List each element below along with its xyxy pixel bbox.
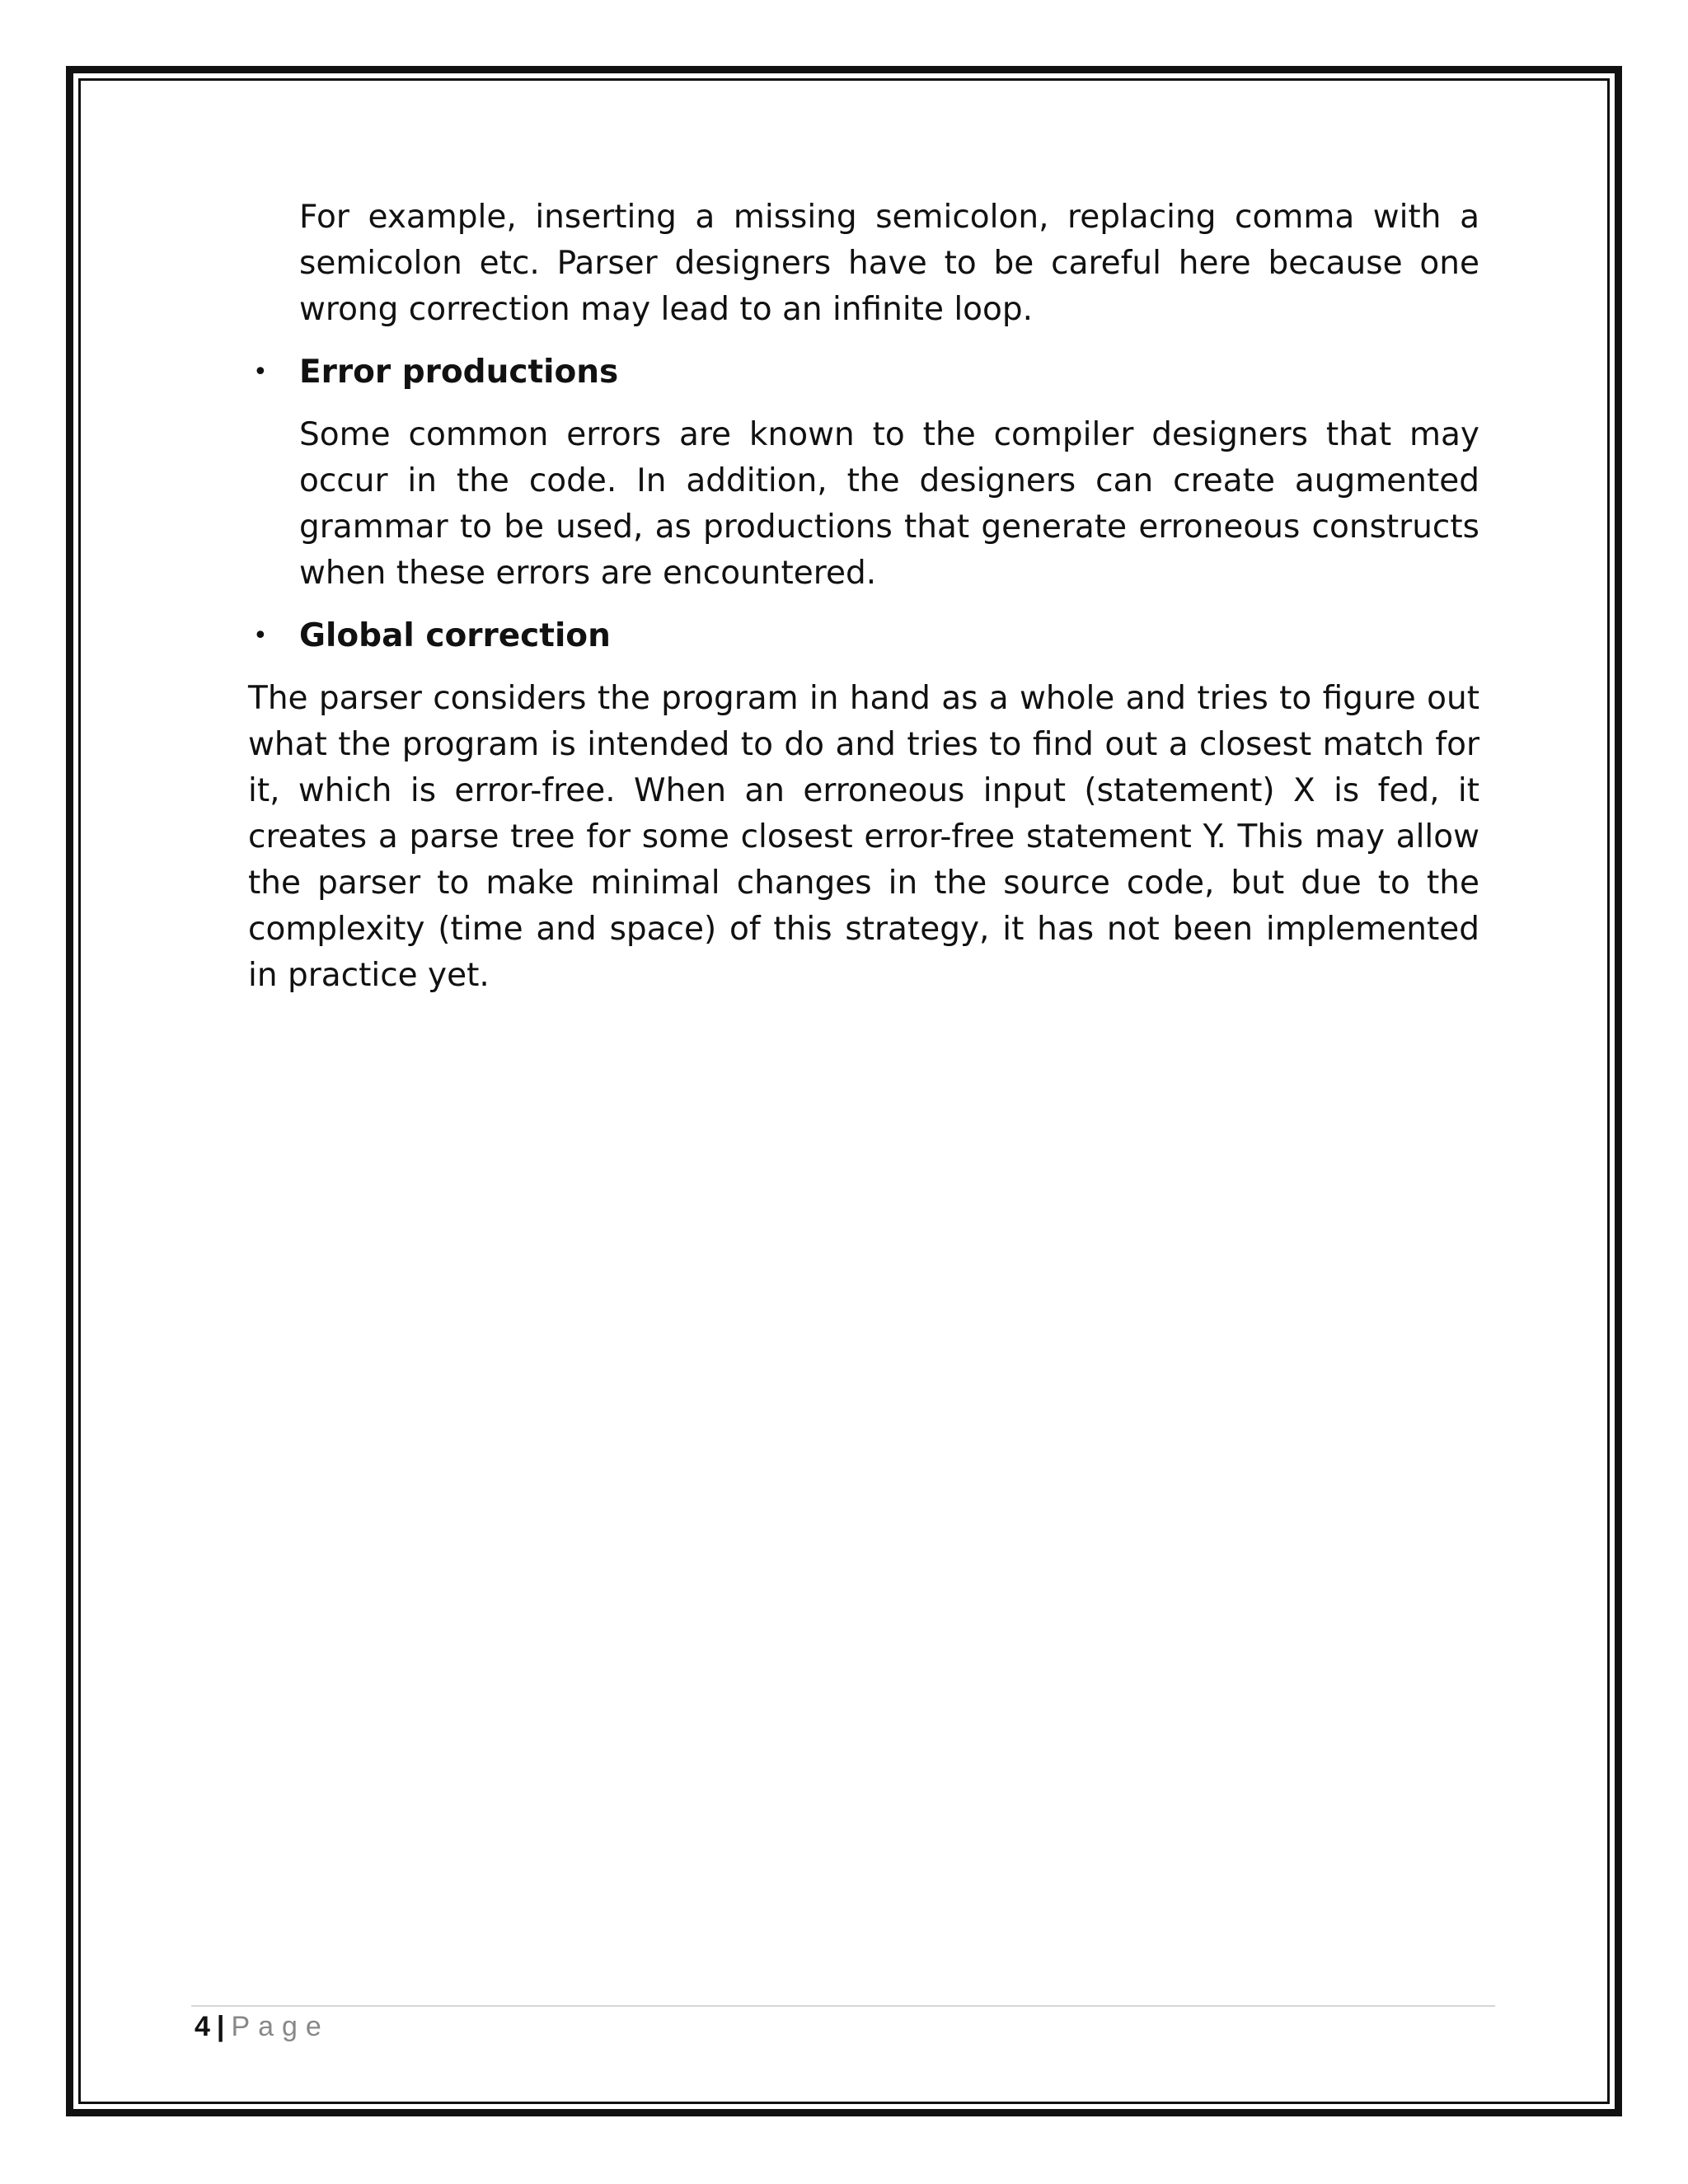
footer-separator: |	[216, 2011, 225, 2042]
bullet-error-productions	[248, 349, 1479, 396]
bullet-global-correction	[248, 613, 1479, 659]
error-productions-heading: Error productions	[299, 354, 619, 391]
page-label: Page	[231, 2011, 330, 2042]
page-content	[248, 194, 1479, 999]
global-correction-paragraph: The parser considers the program in hand as a whole and tries to figure out what the program is intended to do and tries to find out a closest match for it, which is error-free. When an erroneous input (statement) X is fed, it creates a parse tree for some closest error-free statement Y. This may allow the parser to make minimal changes in the source code, but due to the complexity (time and space) of this strategy, it has not been implemented in practice yet.	[248, 680, 1479, 994]
error-productions-paragraph: Some common errors are known to the compiler designers that may occur in the code. In addition, the designers can create augmented grammar to be used, as productions that generate erroneous constructs when these errors are encountered.	[299, 416, 1479, 592]
bullet-icon: •	[253, 621, 268, 650]
global-correction-heading: Global correction	[299, 617, 611, 654]
page-footer	[195, 2005, 330, 2048]
bullet-icon: •	[253, 358, 268, 387]
footer-divider	[191, 2005, 1495, 2007]
page-number: 4	[195, 2011, 210, 2042]
intro-paragraph: For example, inserting a missing semicolon, replacing comma with a semicolon etc. Parser designers have to be careful here because one wrong correction may lead to an infinite loop.	[299, 199, 1479, 328]
